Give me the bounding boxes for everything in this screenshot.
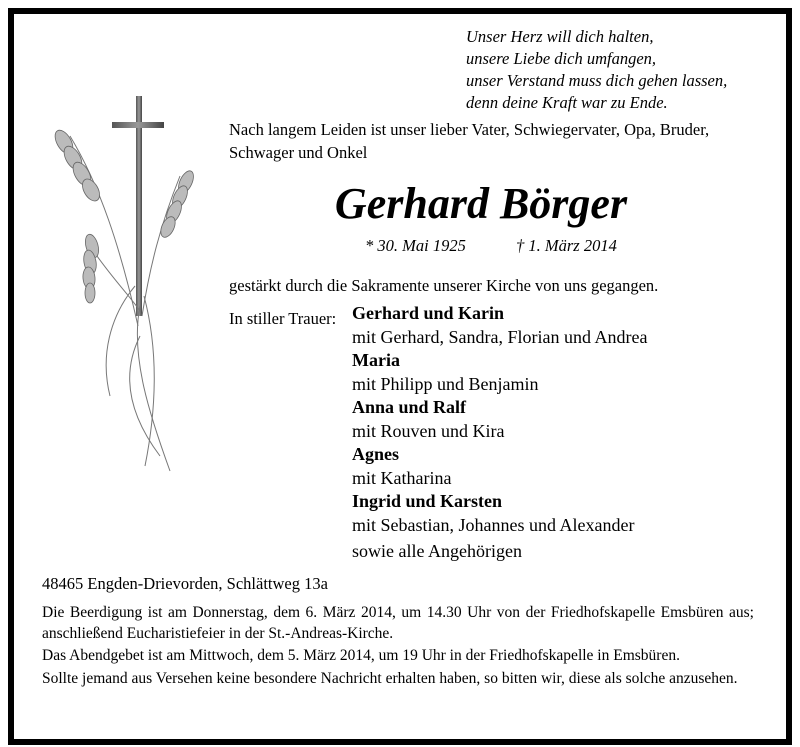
mourners-list [352, 302, 647, 564]
poem-line: denn deine Kraft war zu Ende. [466, 93, 668, 112]
funeral-note: Sollte jemand aus Versehen keine besondere Nachricht erhalten haben, so bitten wir, diese als solche anzusehen. [42, 669, 738, 687]
intro-line: Schwager und Onkel [229, 143, 368, 162]
mourner-names: Anna und Ralf [352, 397, 467, 417]
intro-line: Nach langem Leiden ist unser lieber Vater, Schwiegervater, Opa, Bruder, [229, 120, 710, 139]
mourner-children: mit Gerhard, Sandra, Florian und Andrea [352, 326, 648, 347]
cross-wheat-icon [40, 96, 210, 476]
mourner-names: Agnes [352, 444, 400, 464]
relatives-line: sowie alle Angehörigen [352, 541, 522, 561]
birth-date: * 30. Mai 1925 [365, 236, 466, 255]
poem-line: unser Verstand muss dich gehen lassen, [466, 71, 728, 90]
mourner-children: mit Philipp und Benjamin [352, 373, 539, 394]
poem [466, 26, 727, 114]
mourner-names: Ingrid und Karsten [352, 491, 503, 511]
address: 48465 Engden-Drievorden, Schlättweg 13a [42, 574, 328, 593]
deceased-name: Gerhard Börger [334, 179, 628, 228]
poem-line: Unser Herz will dich halten, [466, 27, 654, 46]
intro-text [229, 118, 709, 164]
death-date: † 1. März 2014 [516, 236, 617, 255]
mourner-children: mit Katharina [352, 467, 452, 488]
mourners-label: In stiller Trauer: [229, 309, 337, 328]
poem-line: unsere Liebe dich umfangen, [466, 49, 657, 68]
mourner-children: mit Rouven und Kira [352, 420, 505, 441]
funeral-note: Das Abendgebet ist am Mittwoch, dem 5. März 2014, um 19 Uhr in der Friedhofskapelle in Emsbüren. [42, 647, 680, 664]
funeral-notes [42, 603, 754, 689]
funeral-note: Die Beerdigung ist am Donnerstag, dem 6. März 2014, um 14.30 Uhr von der Friedhofskapelle Emsbüren aus; anschließend Eucharistiefeier in der St.-Andreas-Kirche. [42, 604, 754, 642]
mourner-names: Gerhard und Karin [352, 303, 505, 323]
sacraments-line: gestärkt durch die Sakramente unserer Kirche von uns gegangen. [229, 276, 659, 295]
mourner-names: Maria [352, 350, 400, 370]
mourner-children: mit Sebastian, Johannes und Alexander [352, 514, 635, 535]
